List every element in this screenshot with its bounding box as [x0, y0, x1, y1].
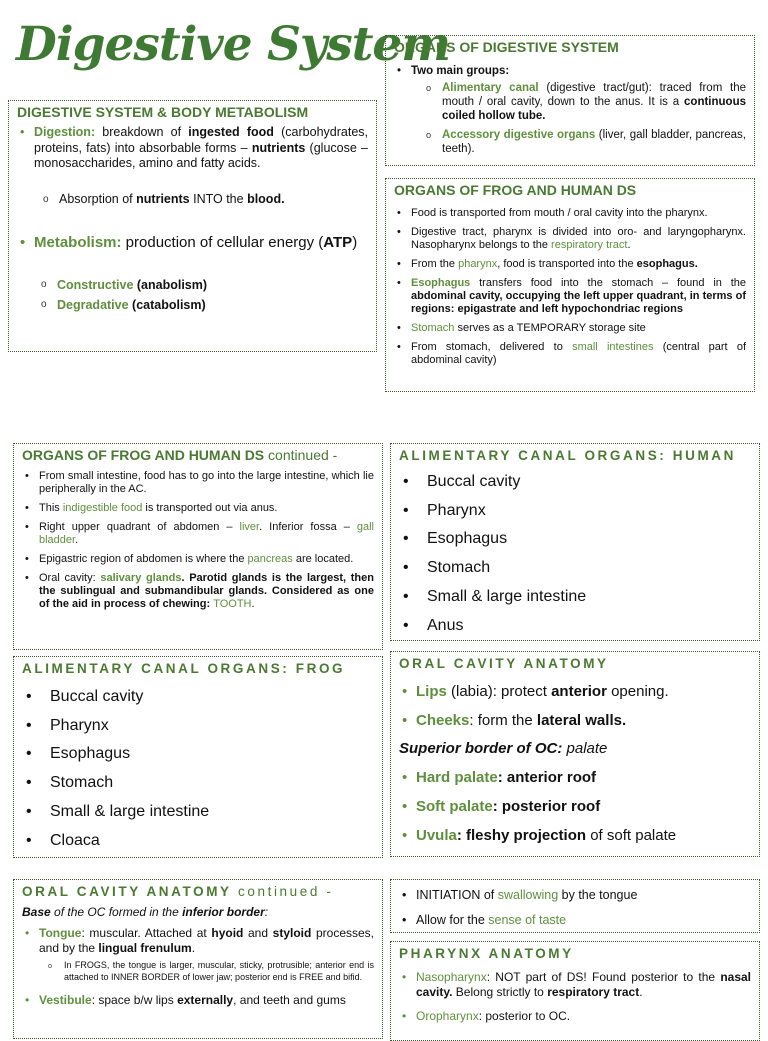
taste-item: • Allow for the sense of taste [399, 908, 751, 933]
section-header: PHARYNX ANATOMY [399, 946, 574, 961]
base-text: Base of the OC formed in the inferior border: [22, 905, 269, 919]
ds-item-2: • Digestive tract, pharynx is divided into oro- and laryngopharynx. Nasopharynx belongs to the respiratory tract. [394, 226, 746, 252]
ds-item-1: • Food is transported from mouth / oral cavity into the pharynx. [394, 207, 746, 220]
accessory-organs-item: o Accessory digestive organs (liver, gall bladder, pancreas, teeth). [420, 128, 746, 156]
superior-border-text: Superior border of OC: palate [399, 740, 608, 758]
page-title: Digestive System [16, 17, 451, 72]
ds-cont-item-3: • Right upper quadrant of abdomen – liver. Inferior fossa – gall bladder. [22, 521, 374, 547]
frog-organ-list [22, 683, 374, 855]
human-organ-item: • Esophagus [399, 525, 751, 554]
alimentary-canal-item: o Alimentary canal (digestive tract/gut): traced from the mouth / oral cavity, down to the anus. It is a continuous coiled hollow tube. [420, 81, 746, 123]
metabolism-section [8, 100, 377, 352]
section-header: ALIMENTARY CANAL ORGANS: FROG [22, 661, 346, 676]
alimentary-frog-section [13, 656, 383, 858]
frog-tongue-note: o In FROGS, the tongue is larger, muscular, sticky, protrusible; anterior end is attached to INNER BORDER of lower jaw; posterior end is FREE and bifid. [42, 960, 374, 983]
human-organ-item: • Pharynx [399, 497, 751, 526]
human-organ-item: • Stomach [399, 554, 751, 583]
hard-palate-item: • Hard palate: anterior roof [399, 764, 751, 793]
tongue-item: • Tongue: muscular. Attached at hyoid and styloid processes, and by the lingual frenulum. [22, 926, 374, 956]
ds-item-4: • Esophagus transfers food into the stomach – found in the abdominal cavity, occupying the left upper quadrant, in terms of regions: epigastrate and left hypochondriac regions [394, 277, 746, 316]
vestibule-item: • Vestibule: space b/w lips externally, and teeth and gums [22, 993, 374, 1008]
alimentary-human-section [390, 443, 760, 641]
section-header: DIGESTIVE SYSTEM & BODY METABOLISM [17, 104, 309, 120]
lips-item: • Lips (labia): protect anterior opening. [399, 678, 751, 707]
degradative-item: o Degradative (catabolism) [35, 295, 368, 315]
tongue-functions-section [390, 879, 760, 933]
section-header: ORAL CAVITY ANATOMY continued - [22, 884, 334, 899]
organs-section [385, 35, 755, 166]
frog-organ-item: • Buccal cavity [22, 683, 374, 712]
uvula-item: • Uvula: fleshy projection of soft palate [399, 822, 751, 851]
absorption-item: o Absorption of nutrients INTO the blood. [37, 192, 368, 207]
constructive-item: o Constructive (anabolism) [35, 275, 368, 295]
metabolism-item: • Metabolism: production of cellular energy (ATP) [17, 233, 368, 253]
section-header: ORGANS OF FROG AND HUMAN DS continued - [22, 447, 338, 463]
frog-human-ds-section [385, 178, 755, 392]
human-organ-item: • Small & large intestine [399, 583, 751, 612]
oropharynx-item: • Oropharynx: posterior to OC. [399, 1009, 751, 1024]
ds-cont-item-1: • From small intestine, food has to go into the large intestine, which lie peripherally in the AC. [22, 470, 374, 496]
ds-cont-item-2: • This indigestible food is transported out via anus. [22, 502, 374, 515]
ds-item-6: • From stomach, delivered to small intestines (central part of abdominal cavity) [394, 341, 746, 367]
human-organ-item: • Buccal cavity [399, 468, 751, 497]
ds-item-5: • Stomach serves as a TEMPORARY storage site [394, 322, 746, 335]
digestion-item: • Digestion: breakdown of ingested food (carbohydrates, proteins, fats) into absorbable forms – nutrients (glucose – monosaccharides, amino and fatty acids. [17, 125, 368, 172]
soft-palate-item: • Soft palate: posterior roof [399, 793, 751, 822]
frog-organ-item: • Cloaca [22, 827, 374, 856]
frog-organ-item: • Stomach [22, 769, 374, 798]
oral-cavity-section [390, 651, 760, 857]
cheeks-item: • Cheeks: form the lateral walls. [399, 707, 751, 736]
section-header: ORGANS OF DIGESTIVE SYSTEM [394, 39, 619, 55]
ds-cont-item-4: • Epigastric region of abdomen is where the pancreas are located. [22, 553, 374, 566]
human-organ-item: • Anus [399, 612, 751, 641]
human-organ-list [399, 468, 751, 640]
groups-item: • Two main groups: [394, 64, 746, 78]
section-header: ALIMENTARY CANAL ORGANS: HUMAN [399, 448, 736, 463]
frog-human-ds-continued-section [13, 443, 383, 650]
frog-organ-item: • Pharynx [22, 712, 374, 741]
section-header: ORGANS OF FROG AND HUMAN DS [394, 182, 637, 198]
frog-organ-item: • Esophagus [22, 740, 374, 769]
frog-organ-item: • Small & large intestine [22, 798, 374, 827]
ds-cont-item-5: • Oral cavity: salivary glands. Parotid glands is the largest, then the sublingual and submandibular glands. Considered as one of the aid in process of chewing: TOOTH. [22, 572, 374, 611]
ds-item-3: • From the pharynx, food is transported into the esophagus. [394, 258, 746, 271]
nasopharynx-item: • Nasopharynx: NOT part of DS! Found posterior to the nasal cavity. Belong strictly to respiratory tract. [399, 970, 751, 1000]
section-header: ORAL CAVITY ANATOMY [399, 656, 609, 671]
pharynx-section [390, 941, 760, 1041]
swallowing-item: • INITIATION of swallowing by the tongue [399, 883, 751, 908]
oral-cavity-continued-section [13, 879, 383, 1039]
